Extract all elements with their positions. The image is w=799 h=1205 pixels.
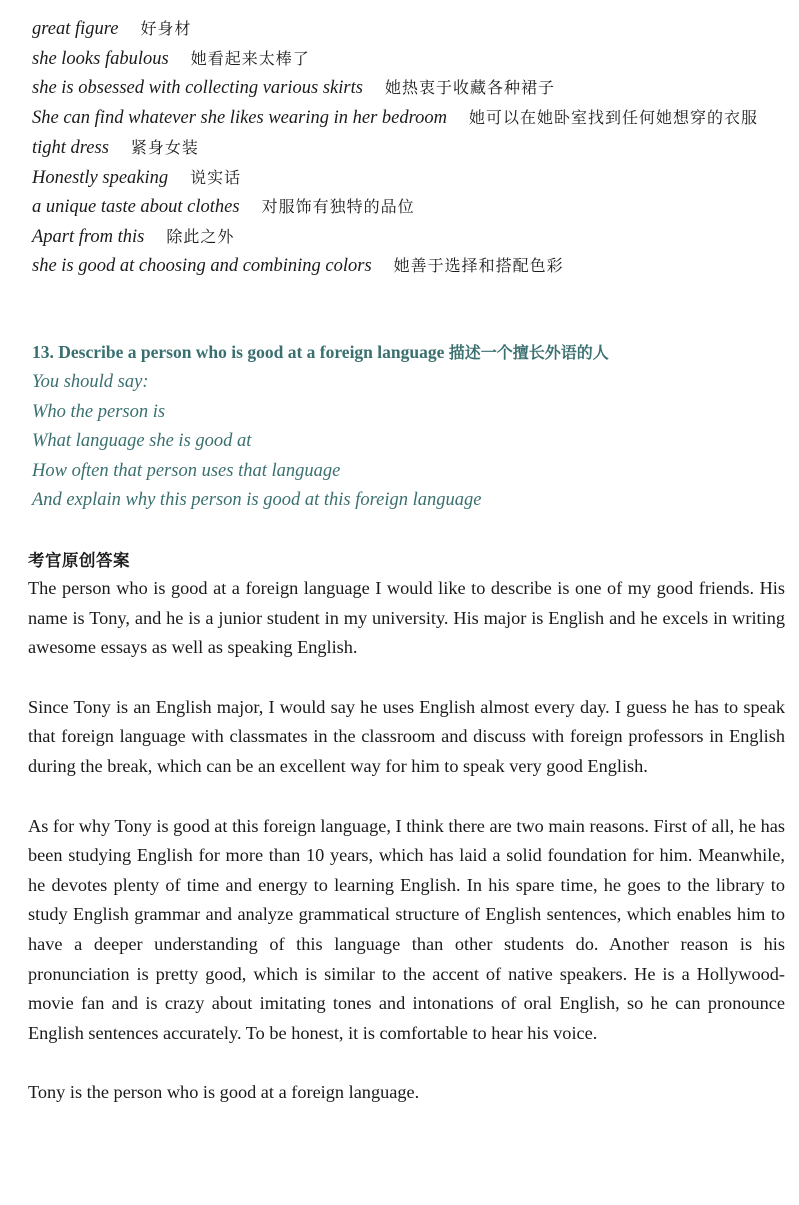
vocab-item: [32, 163, 792, 193]
vocab-chinese: 她善于选择和搭配色彩: [393, 256, 564, 275]
answer-heading: 考官原创答案: [28, 551, 130, 570]
answer-paragraph: As for why Tony is good at this foreign language, I think there are two main reasons. First of all, he has been studying English for more than 10 years, which has laid a solid foundation for him. Meanwhile, he devotes plenty of time and energy to learning English. In his spare time, he goes to the library to study English grammar and analyze grammatical structure of English sentences, which enables him to have a deeper understanding of this language than other students do. Another reason is his pronunciation is pretty good, which is similar to the accent of native speakers. He is a Hollywood-movie fan and is crazy about imitating tones and intonations of oral English, so he can pronounce English sentences accurately. To be honest, it is comfortable to hear his voice.: [28, 815, 785, 1043]
vocab-english: tight dress: [32, 138, 109, 158]
answer-paragraph: The person who is good at a foreign language I would like to describe is one of my good friends. His name is Tony, and he is a junior student in my university. His major is English and he excels in writing awesome essays as well as speaking English.: [28, 578, 785, 658]
answer-paragraph: Since Tony is an English major, I would say he uses English almost every day. I guess he has to speak that foreign language with classmates in the classroom and discuss with foreign professors in English during the break, which can be an excellent way for him to speak very good English.: [28, 696, 785, 776]
vocab-chinese: 她热衷于收藏各种裙子: [384, 78, 555, 97]
answer-paragraph: Tony is the person who is good at a foreign language.: [28, 1082, 420, 1103]
vocab-english: she is good at choosing and combining colors: [32, 256, 372, 276]
vocab-chinese: 她看起来太棒了: [190, 48, 310, 68]
vocab-english: Honestly speaking: [32, 167, 169, 188]
vocab-chinese: 对服饰有独特的品位: [261, 197, 415, 216]
question-prompt-line: Who the person is: [32, 401, 166, 422]
vocab-english: a unique taste about clothes: [32, 197, 240, 217]
vocab-item: [32, 44, 792, 74]
vocab-item: [32, 222, 792, 252]
vocab-item: [32, 192, 792, 222]
vocab-english: She can find whatever she likes wearing in her bedroom: [32, 107, 447, 128]
question-prompt-line: And explain why this person is good at this foreign language: [32, 490, 482, 511]
question-prompt-line: How often that person uses that language: [32, 460, 341, 481]
vocab-item: [32, 251, 792, 281]
vocab-item: [32, 103, 792, 134]
question-prompt-line: You should say:: [32, 372, 149, 392]
vocab-item: [32, 133, 792, 163]
vocab-english: she is obsessed with collecting various skirts: [32, 78, 363, 98]
vocab-chinese: 紧身女装: [130, 138, 199, 157]
vocabulary-list: [32, 14, 792, 281]
question-prompt-line: What language she is good at: [32, 431, 252, 452]
question-title-chinese: 描述一个擅长外语的人: [448, 343, 609, 362]
vocab-english: she looks fabulous: [32, 48, 169, 69]
question-block: [32, 338, 792, 516]
vocab-english: great figure: [32, 19, 119, 39]
vocab-chinese: 说实话: [190, 167, 242, 187]
vocab-item: [32, 73, 792, 103]
vocab-chinese: 好身材: [140, 19, 192, 38]
vocab-item: [32, 14, 792, 44]
vocab-chinese: 除此之外: [166, 226, 235, 246]
question-title: [32, 338, 792, 368]
question-title-english: 13. Describe a person who is good at a foreign language: [32, 342, 445, 362]
answer-body: [28, 574, 785, 1108]
vocab-chinese: 她可以在她卧室找到任何她想穿的衣服: [468, 107, 758, 127]
vocab-english: Apart from this: [32, 226, 145, 247]
